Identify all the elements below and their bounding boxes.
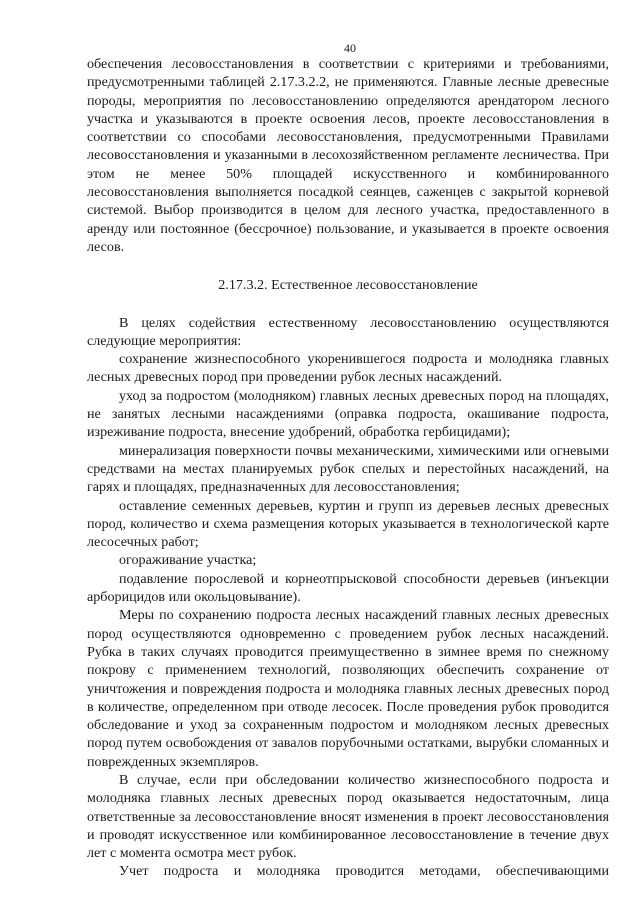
list-item: оставление семенных деревьев, куртин и групп из деревьев лесных древесных пород, количество и схема размещения которых указывается в технологической карте лесосечных работ;: [87, 497, 609, 551]
list-item: огораживание участка;: [119, 552, 257, 569]
list-item: минерализация поверхности почвы механическими, химическими или огневыми средствами на местах планируемых рубок спелых и перестойных насаждений, на гарях и площадях, предназначенных для лесовосстановления;: [87, 442, 609, 496]
list-item: сохранение жизнеспособного укоренившегося подроста и молодняка главных лесных древесных пород при проведении рубок лесных насаждений.: [87, 351, 609, 386]
document-body: [87, 55, 609, 881]
list-item: подавление порослевой и корнеотпрысковой способности деревьев (инъекции арборицидов или окольцовывание).: [87, 570, 609, 606]
paragraph: обеспечения лесовосстановления в соответствии с критериями и требованиями, предусмотренными таблицей 2.17.3.2.2, не применяются. Главные лесные древесные породы, мероприятия по лесовосстановлению определяются арендатором лесного участка и указываются в проекте освоения лесов, проекте лесовосстановления в соответствии со способами лесовосстановления, предусмотренными Правилами лесовосстановления и указанными в лесохозяйственном регламенте лесничества. При этом не менее 50% площадей искусственного и комбинированного лесовосстановления выполняется посадкой сеянцев, саженцев с закрытой корневой системой. Выбор производится в целом для лесного участка, предоставленного в аренду или постоянное (бессрочное) пользование, и указывается в проекте освоения лесов.: [87, 56, 609, 255]
list-item: уход за подростом (молодняком) главных лесных древесных пород на площадях, не занятых лесными насаждениями (оправка подроста, окашивание подроста, изреживание подроста, внесение удобрений, обработка гербицидами);: [87, 387, 609, 441]
section-heading: 2.17.3.2. Естественное лесовосстановление: [218, 277, 478, 294]
page-number: 40: [344, 41, 356, 55]
paragraph: Меры по сохранению подроста лесных насаждений главных лесных древесных пород осуществляются одновременно с проведением рубок лесных насаждений. Рубка в таких случаях проводится преимущественно в зимнее время по снежному покрову с применением технологий, позволяющих обеспечить сохранение от уничтожения и повреждения подроста и молодняка главных лесных древесных пород в количестве, определенном при отводе лесосек. После проведения рубок проводится обследование и уход за сохраненным подростом и молодняком лесных древесных пород путем освобождения от завалов порубочными остатками, вырубки сломанных и поврежденных экземпляров.: [87, 607, 609, 770]
paragraph: Учет подроста и молодняка проводится методами, обеспечивающими: [119, 863, 609, 880]
paragraph: В целях содействия естественному лесовосстановлению осуществляются следующие мероприятия:: [87, 314, 609, 349]
paragraph: В случае, если при обследовании количество жизнеспособного подроста и молодняка главных лесных древесных пород оказывается недостаточным, лица ответственные за лесовосстановление вносят изменения в проект лесовосстановления и проводят искусственное или комбинированное лесовосстановление в течение двух лет с момента осмотра мест рубок.: [87, 771, 609, 862]
